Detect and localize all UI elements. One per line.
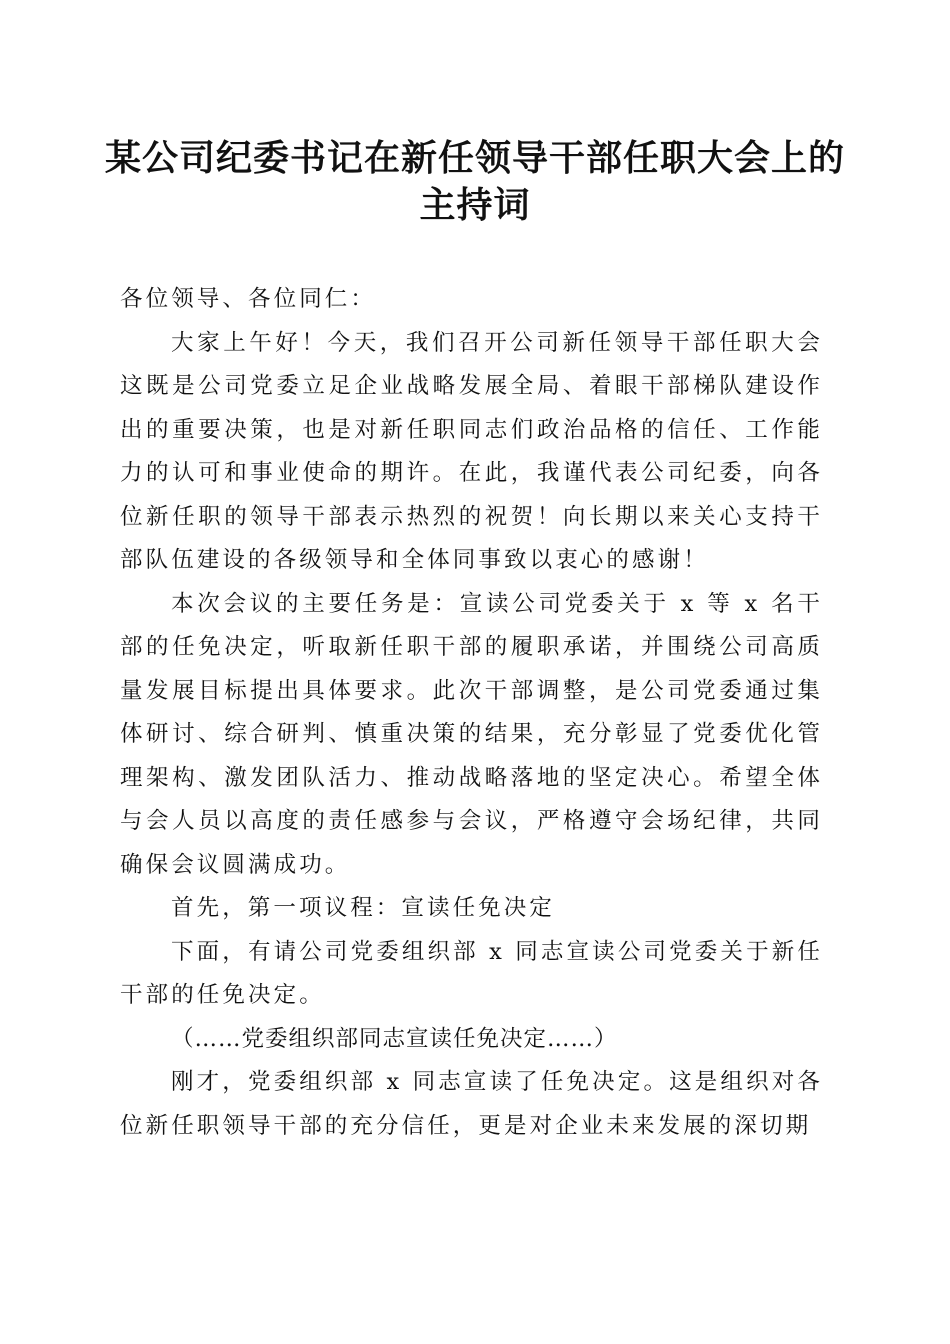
paragraph: 刚才，党委组织部 x 同志宣读了任免决定。这是组织对各位新任职领导干部的充分信任，更是对企业未来发展的深切期 bbox=[120, 1069, 823, 1139]
stage-note: （……党委组织部同志宣读任免决定……） bbox=[171, 1025, 618, 1052]
paragraph: 本次会议的主要任务是：宣读公司党委关于 x 等 x 名干部的任免决定，听取新任职干部的履职承诺，并围绕公司高质量发展目标提出具体要求。此次干部调整，是公司党委通过集体研讨、综合研判、慎重决策的结果，充分彰显了党委优化管理架构、激发团队活力、推动战略落地的坚定决心。希望全体与会人员以高度的责任感参与会议，严格遵守会场纪律，共同确保会议圆满成功。 bbox=[120, 590, 823, 878]
document-body bbox=[120, 278, 823, 1148]
agenda-item: 首先，第一项议程：宣读任免决定 bbox=[171, 895, 556, 921]
title-line-2: 主持词 bbox=[419, 184, 531, 226]
document-title bbox=[100, 135, 850, 229]
salutation: 各位领导、各位同仁： bbox=[120, 286, 377, 312]
title-line-1: 某公司纪委书记在新任领导干部任职大会上的 bbox=[104, 137, 845, 179]
paragraph: 大家上午好！今天，我们召开公司新任领导干部任职大会这既是公司党委立足企业战略发展全局、着眼干部梯队建设作出的重要决策，也是对新任职同志们政治品格的信任、工作能力的认可和事业使命的期许。在此，我谨代表公司纪委，向各位新任职的领导干部表示热烈的祝贺！向长期以来关心支持干部队伍建设的各级领导和全体同事致以衷心的感谢！ bbox=[120, 329, 823, 573]
paragraph: 下面，有请公司党委组织部 x 同志宣读公司党委关于新任干部的任免决定。 bbox=[120, 938, 823, 1008]
